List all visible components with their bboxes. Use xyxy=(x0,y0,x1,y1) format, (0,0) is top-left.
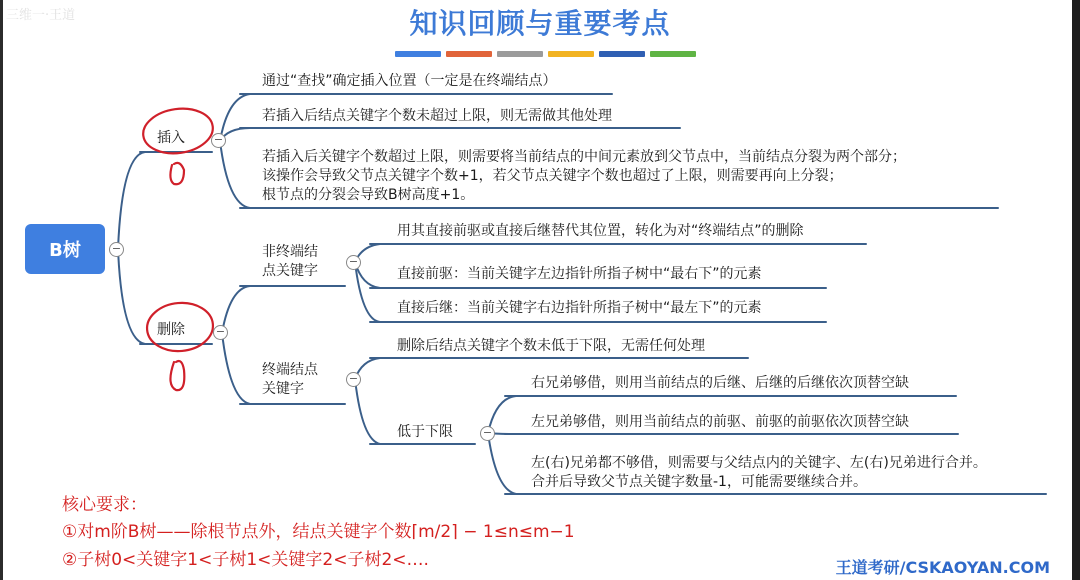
insert-node[interactable]: 插入 xyxy=(157,130,185,146)
insert-item-2: 若插入后结点关键字个数未超过上限，则无需做其他处理 xyxy=(262,108,612,124)
below-limit-item-1: 右兄弟够借，则用当前结点的后继、后继的后继依次顶替空缺 xyxy=(531,375,909,391)
delete-collapse-toggle[interactable]: − xyxy=(213,325,228,340)
page-title: 知识回顾与重要考点 xyxy=(409,7,671,40)
requirements-heading: 核心要求： xyxy=(62,495,147,515)
insert-item-3-line-2: 该操作会导致父节点关键字个数+1，若父节点关键字个数也超过了上限，则需要再向上分裂； xyxy=(262,168,843,184)
requirement-line-2: ②子树0<关键字1<子树1<关键字2<子树2<…. xyxy=(62,550,429,570)
root-collapse-toggle[interactable]: − xyxy=(109,242,124,257)
faded-header-text: 三维一·王道 xyxy=(6,8,76,23)
connector-root-delete xyxy=(118,249,145,344)
below-limit-item-2: 左兄弟够借，则用当前结点的前驱、前驱的前驱依次顶替空缺 xyxy=(531,414,909,430)
non-terminal-item-2: 直接前驱：当前关键字左边指针所指子树中“最右下”的元素 xyxy=(397,266,762,282)
non-terminal-label-line-2: 点关键字 xyxy=(262,263,318,279)
insert-item-3 xyxy=(262,148,906,205)
insert-item-3-line-3: 根节点的分裂会导致B树高度+1。 xyxy=(262,187,475,203)
insert-item-1: 通过“查找”确定插入位置（一定是在终端结点） xyxy=(262,73,557,89)
connector-delete-terminal xyxy=(222,333,250,404)
below-limit-node[interactable]: 低于下限 xyxy=(397,424,453,440)
requirement-line-1: ①对m阶B树——除根节点外，结点关键字个数⌈m/2⌉ − 1≤n≤m−1 xyxy=(62,522,575,542)
red-mark-insert xyxy=(170,163,184,184)
non-terminal-item-3: 直接后继：当前关键字右边指针所指子树中“最左下”的元素 xyxy=(397,300,762,316)
root-node-b-tree[interactable]: B树 xyxy=(25,224,105,274)
terminal-collapse-toggle[interactable]: − xyxy=(346,372,361,387)
terminal-label-line-2: 关键字 xyxy=(262,381,304,397)
below-limit-item-3 xyxy=(531,454,987,492)
connector-t-2 xyxy=(355,379,380,444)
connector-insert-1 xyxy=(220,94,250,141)
below-limit-item-3-line-1: 左(右)兄弟都不够借，则需要与父结点内的关键字、左(右)兄弟进行合并。 xyxy=(531,455,987,471)
brand-watermark: 王道考研/CSKAOYAN.COM xyxy=(835,558,1050,577)
insert-item-3-line-1: 若插入后关键字个数超过上限，则需要将当前结点的中间元素放到父节点中，当前结点分裂为两个部分； xyxy=(262,149,906,165)
insert-collapse-toggle[interactable]: − xyxy=(211,133,226,148)
connector-delete-nonterminal xyxy=(222,286,250,333)
terminal-node[interactable] xyxy=(262,361,318,399)
terminal-label-line-1: 终端结点 xyxy=(262,362,318,378)
below-limit-collapse-toggle[interactable]: − xyxy=(480,426,495,441)
non-terminal-collapse-toggle[interactable]: − xyxy=(346,255,361,270)
terminal-item-1: 删除后结点关键字个数未低于下限，无需任何处理 xyxy=(397,338,705,354)
non-terminal-label-line-1: 非终端结 xyxy=(262,244,318,260)
connector-root-insert xyxy=(118,152,145,249)
red-mark-delete xyxy=(170,361,184,390)
connector-insert-3 xyxy=(220,141,250,208)
non-terminal-node[interactable] xyxy=(262,243,318,281)
below-limit-item-3-line-2: 合并后导致父节点关键字数量-1，可能需要继续合并。 xyxy=(531,474,867,490)
delete-node[interactable]: 删除 xyxy=(157,322,185,338)
non-terminal-item-1: 用其直接前驱或直接后继替代其位置，转化为对“终端结点”的删除 xyxy=(397,223,804,239)
connector-bl-3 xyxy=(488,433,516,494)
